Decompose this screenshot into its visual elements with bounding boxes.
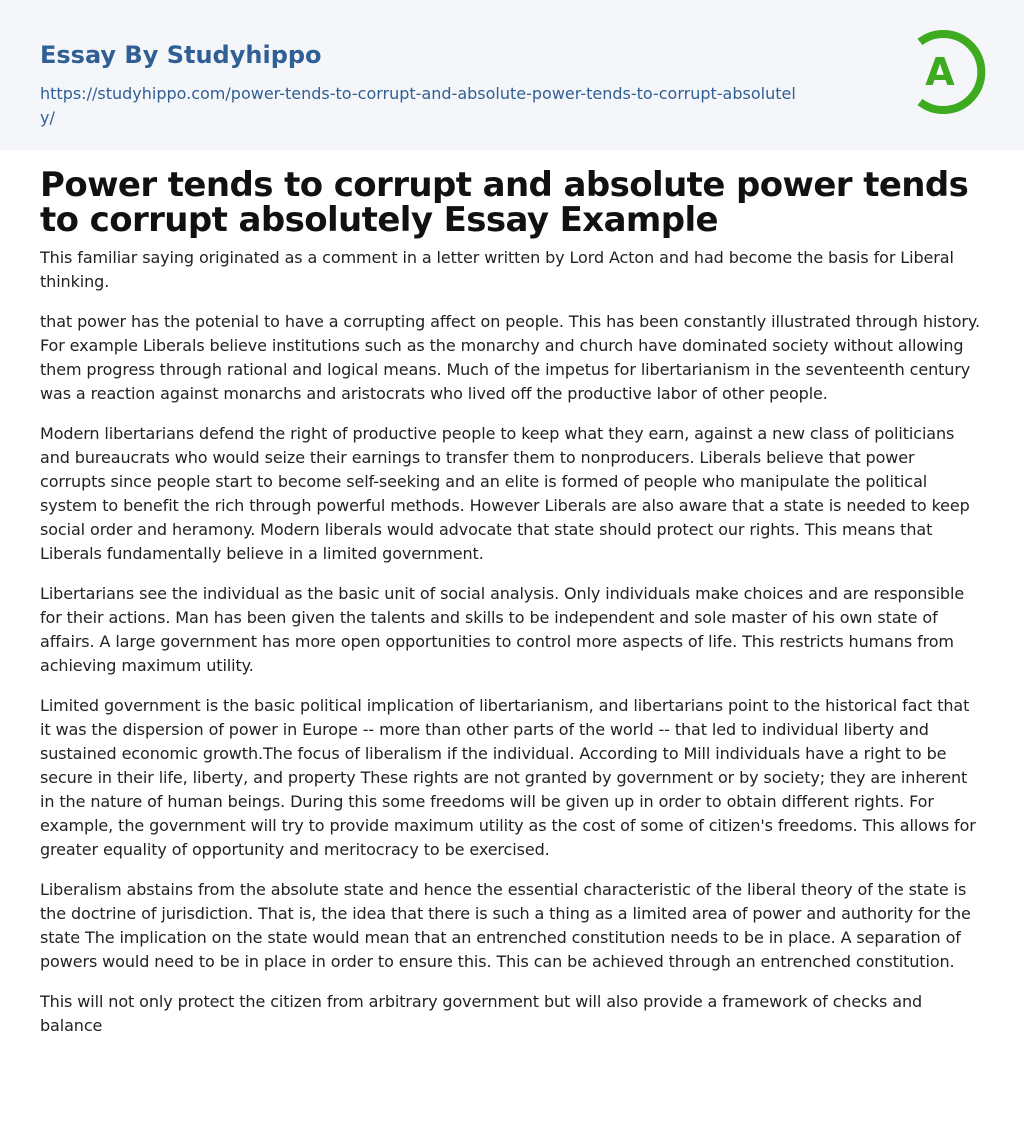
page-title: Power tends to corrupt and absolute power tends to corrupt absolutely Essay Example: [40, 165, 969, 240]
article: [0, 165, 1024, 1038]
paragraph: that power has the potenial to have a corrupting affect on people. This has been constantly illustrated through history. For example Liberals believe institutions such as the monarchy and church have dominated society without allowing them progress through rational and logical means. Much of the impetus for libertarianism in the seventeenth century was a reaction against monarchs and aristocrats who lived off the productive labor of other people.: [40, 312, 980, 403]
studyhippo-logo-icon[interactable]: [908, 28, 988, 116]
paragraph: Libertarians see the individual as the basic unit of social analysis. Only individuals make choices and are responsible for their actions. Man has been given the talents and skills to be independent and sole master of his own state of affairs. A large government has more open opportunities to control more aspects of life. This restricts humans from achieving maximum utility.: [40, 584, 965, 675]
logo-letter: A: [925, 50, 955, 94]
paragraph: This will not only protect the citizen from arbitrary government but will also provide a framework of checks and balance: [40, 992, 923, 1035]
source-url-link[interactable]: https://studyhippo.com/power-tends-to-corrupt-and-absolute-power-tends-to-corrupt-absolutely/: [40, 84, 796, 127]
paragraph: Liberalism abstains from the absolute state and hence the essential characteristic of the liberal theory of the state is the doctrine of jurisdiction. That is, the idea that there is such a thing as a limited area of power and authority for the state The implication on the state would mean that an entrenched constitution needs to be in place. A separation of powers would need to be in place in order to ensure this. This can be achieved through an entrenched constitution.: [40, 880, 971, 971]
paragraph: Modern libertarians defend the right of productive people to keep what they earn, against a new class of politicians and bureaucrats who would seize their earnings to transfer them to nonproducers. Liberals believe that power corrupts since people start to become self-seeking and an elite is formed of people who manipulate the political system to benefit the rich through powerful methods. However Liberals are also aware that a state is needed to keep social order and heramony. Modern liberals would advocate that state should protect our rights. This means that Liberals fundamentally believe in a limited government.: [40, 424, 970, 563]
paragraph: This familiar saying originated as a comment in a letter written by Lord Acton and had become the basis for Liberal thinking.: [40, 248, 954, 291]
brand-title[interactable]: Essay By Studyhippo: [40, 41, 322, 69]
site-header: [0, 0, 1024, 150]
paragraph: Limited government is the basic political implication of libertarianism, and libertarians point to the historical fact that it was the dispersion of power in Europe -- more than other parts of the world -- that led to individual liberty and sustained economic growth.The focus of liberalism if the individual. According to Mill individuals have a right to be secure in their life, liberty, and property These rights are not granted by government or by society; they are inherent in the nature of human beings. During this some freedoms will be given up in order to obtain different rights. For example, the government will try to provide maximum utility as the cost of some of citizen's freedoms. This allows for greater equality of opportunity and meritocracy to be exercised.: [40, 696, 976, 859]
